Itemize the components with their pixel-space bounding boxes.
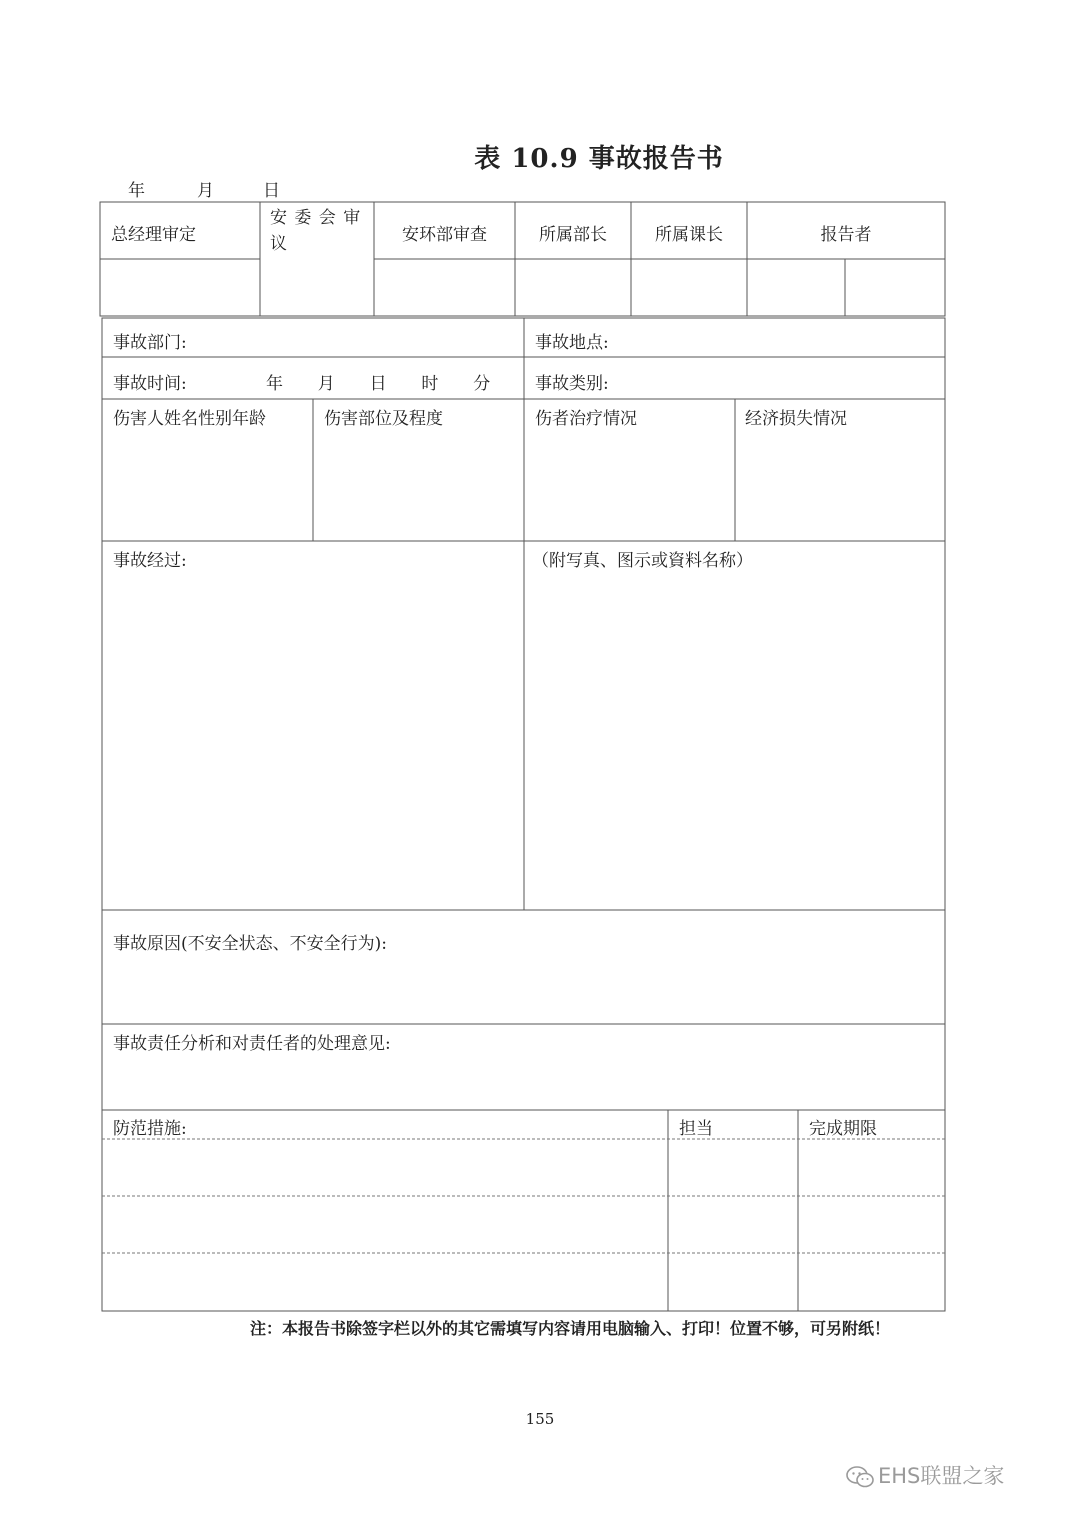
treatment-field[interactable]: [525, 420, 734, 540]
category-label: 事故类别:: [535, 374, 609, 394]
measure-row-1-field[interactable]: [103, 1140, 667, 1195]
cause-field[interactable]: [103, 955, 944, 1023]
injury-part-field[interactable]: [314, 420, 523, 540]
dept-head-signature-cell[interactable]: [516, 260, 630, 315]
attachment-label: （附写真、图示或資料名称）: [532, 551, 753, 571]
wechat-icon: [846, 1466, 874, 1488]
approval-dept-head-label: 所属部长: [539, 225, 607, 245]
reporter-date-cell[interactable]: [846, 260, 944, 315]
injured-info-field[interactable]: [103, 420, 312, 540]
deadline-label: 完成期限: [809, 1119, 877, 1139]
approval-gm-label: 总经理审定: [111, 225, 196, 245]
date-year: 年: [128, 181, 145, 201]
measure-row-3-field[interactable]: [103, 1254, 667, 1310]
watermark: [846, 1460, 1004, 1490]
owner-label: 担当: [679, 1119, 713, 1139]
time-units: 年 月 日 时 分: [266, 374, 491, 394]
approval-ehs-review-label: 安环部审查: [402, 225, 487, 245]
page-number: 155: [525, 1410, 555, 1428]
economic-loss-label: 经济损失情况: [745, 409, 847, 429]
dept-label: 事故部门:: [113, 333, 187, 353]
process-label: 事故经过:: [113, 551, 187, 571]
time-label: 事故时间:: [113, 374, 187, 394]
measures-label: 防范措施:: [113, 1119, 187, 1139]
date-month: 月: [197, 181, 214, 201]
approval-reporter-label: 报告者: [820, 225, 872, 245]
section-head-signature-cell[interactable]: [632, 260, 746, 315]
gm-signature-cell[interactable]: [101, 260, 259, 315]
watermark-text: EHS联盟之家: [878, 1464, 1005, 1488]
responsibility-field[interactable]: [103, 1055, 944, 1109]
economic-loss-field[interactable]: [736, 420, 944, 540]
form-note: 注：本报告书除签字栏以外的其它需填写内容请用电脑输入、打印！位置不够，可另附纸！: [249, 1319, 890, 1338]
date-day: 日: [263, 181, 280, 201]
process-field[interactable]: [103, 570, 523, 909]
form-title: 表 10.9 事故报告书: [474, 144, 724, 174]
treatment-label: 伤者治疗情况: [535, 409, 637, 429]
attachment-field[interactable]: [525, 570, 944, 909]
approval-section-head-label: 所属课长: [655, 225, 723, 245]
injury-part-label: 伤害部位及程度: [324, 409, 443, 429]
approval-safety-committee-label: 安 委 会 审 议: [270, 208, 362, 254]
responsibility-label: 事故责任分析和对责任者的处理意见:: [113, 1034, 391, 1054]
location-label: 事故地点:: [535, 333, 609, 353]
injured-info-label: 伤害人姓名性别年龄: [113, 409, 266, 429]
measure-row-2-field[interactable]: [103, 1197, 667, 1252]
ehs-review-signature-cell[interactable]: [375, 260, 514, 315]
cause-label: 事故原因(不安全状态、不安全行为):: [113, 934, 387, 954]
reporter-signature-cell[interactable]: [748, 260, 844, 315]
